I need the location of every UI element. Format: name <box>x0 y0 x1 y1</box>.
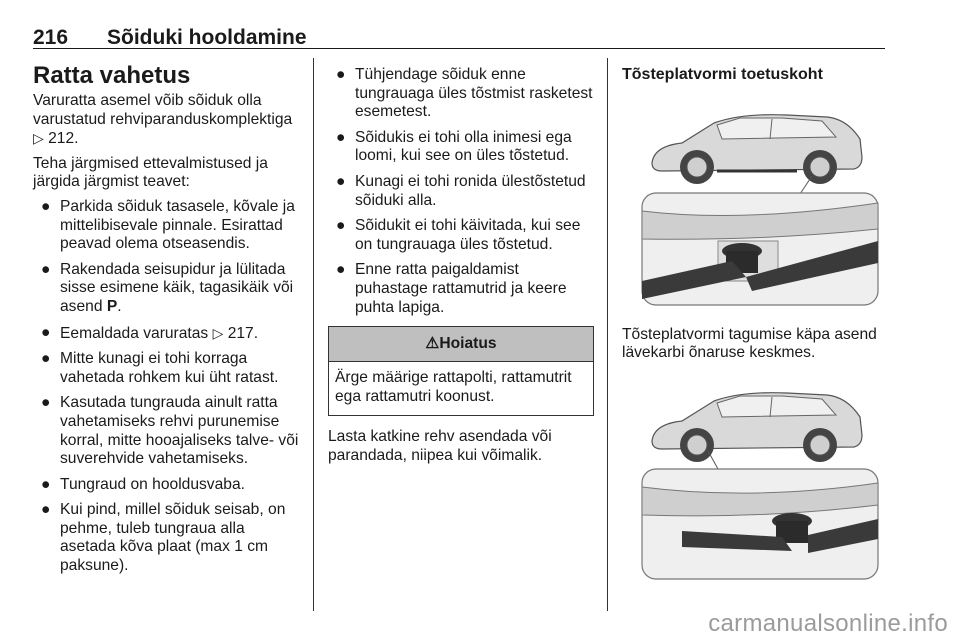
column-3 <box>622 60 888 587</box>
watermark: carmanualsonline.info <box>708 610 948 637</box>
car-lift-point-figure-1 <box>622 91 884 316</box>
warning-header <box>329 327 593 362</box>
bullet-icon: ● <box>41 260 51 278</box>
list-item: ● Parkida sõiduk tasasele, kõvale ja mittelibisevale pinnale. Esirattad peavad olema otseasendis. <box>41 197 295 253</box>
column-divider <box>313 58 314 611</box>
arrow-ref-icon: ▷ <box>212 324 224 341</box>
gear-position: P <box>106 297 118 315</box>
car-lift-point-figure-2 <box>622 369 884 587</box>
bullet-icon: ● <box>336 128 346 146</box>
bullet-icon: ● <box>336 172 346 190</box>
paragraph: Teha järgmised ettevalmistused ja järgida järgmist teavet: <box>33 154 268 191</box>
bullet-icon: ● <box>336 217 346 235</box>
column-2 <box>328 60 594 472</box>
bullet-icon: ● <box>336 66 346 83</box>
column-divider <box>607 58 608 611</box>
section-title: Ratta vahetus <box>33 62 191 89</box>
chapter-title: Sõiduki hooldamine <box>107 26 307 49</box>
warning-triangle-icon: ⚠ <box>425 335 440 353</box>
list-item: ● Mitte kunagi ei tohi korraga vahetada rohkem kui üht ratast. <box>41 350 279 386</box>
paragraph <box>33 92 301 149</box>
column-1 <box>33 60 301 583</box>
list-item: ● Sõidukis ei tohi olla inimesi ega loomi, kui see on üles tõstetud. <box>336 128 572 165</box>
list-item: ● Kasutada tungrauda ainult ratta vahetamiseks rehvi purunemise korral, mitte hooajaliseks talve- või suverehvide vahetamiseks. <box>41 394 299 468</box>
car-side-view <box>652 392 862 461</box>
list-item: ● Rakendada seisupidur ja lülitada sisse esimene käik, tagasikäik või asend P. <box>41 260 294 315</box>
list-item: ● Tungraud on hooldusvaba. <box>41 475 245 493</box>
page-number: 216 <box>33 26 69 49</box>
bullet-icon: ● <box>41 394 51 412</box>
warning-box <box>328 326 594 416</box>
list-item: ● Eemaldada varuratas ▷ 217. <box>41 323 259 342</box>
list-item: ● Enne ratta paigaldamist puhastage rattamutrid ja keere puhta lapiga. <box>336 261 567 316</box>
warning-title: Hoiatus <box>439 335 497 353</box>
page-header <box>33 26 885 49</box>
section-title: Tõsteplatvormi toetuskoht <box>622 66 823 83</box>
paragraph-text: Varuratta asemel võib sõiduk olla varustatud rehviparanduskomplektiga <box>33 92 293 128</box>
paragraph: Lasta katkine rehv asendada või parandada, niipea kui võimalik. <box>328 428 552 464</box>
list-item: ● Kunagi ei tohi ronida ülestõstetud sõiduki alla. <box>336 172 586 209</box>
bullet-icon: ● <box>41 475 51 493</box>
bullet-icon: ● <box>41 350 51 368</box>
bullet-icon: ● <box>41 323 51 341</box>
page-ref[interactable]: 217. <box>227 324 259 342</box>
warning-text: Ärge määrige rattapolti, rattamutrit ega rattamutri koonust. <box>335 369 572 405</box>
list-item: ● Tühjendage sõiduk enne tungrauaga üles tõstmist rasketest esemetest. <box>336 66 593 121</box>
page-ref[interactable]: 212. <box>48 130 79 148</box>
arrow-ref-icon: ▷ <box>33 130 44 147</box>
bullet-icon: ● <box>41 197 51 215</box>
bullet-icon: ● <box>41 501 51 519</box>
list-item: ● Kui pind, millel sõiduk seisab, on pehme, tuleb tungraua alla asetada kõva plaat (max 1 cm paksune). <box>41 501 286 575</box>
bullet-list <box>328 66 594 317</box>
list-item: ● Sõidukit ei tohi käivitada, kui see on tungrauaga üles tõstetud. <box>336 217 581 253</box>
bullet-icon: ● <box>336 261 346 279</box>
bullet-list <box>33 198 301 576</box>
car-side-view <box>652 114 862 183</box>
figure-caption: Tõsteplatvormi tagumise käpa asend lävekarbi õnaruse keskmes. <box>622 325 877 362</box>
